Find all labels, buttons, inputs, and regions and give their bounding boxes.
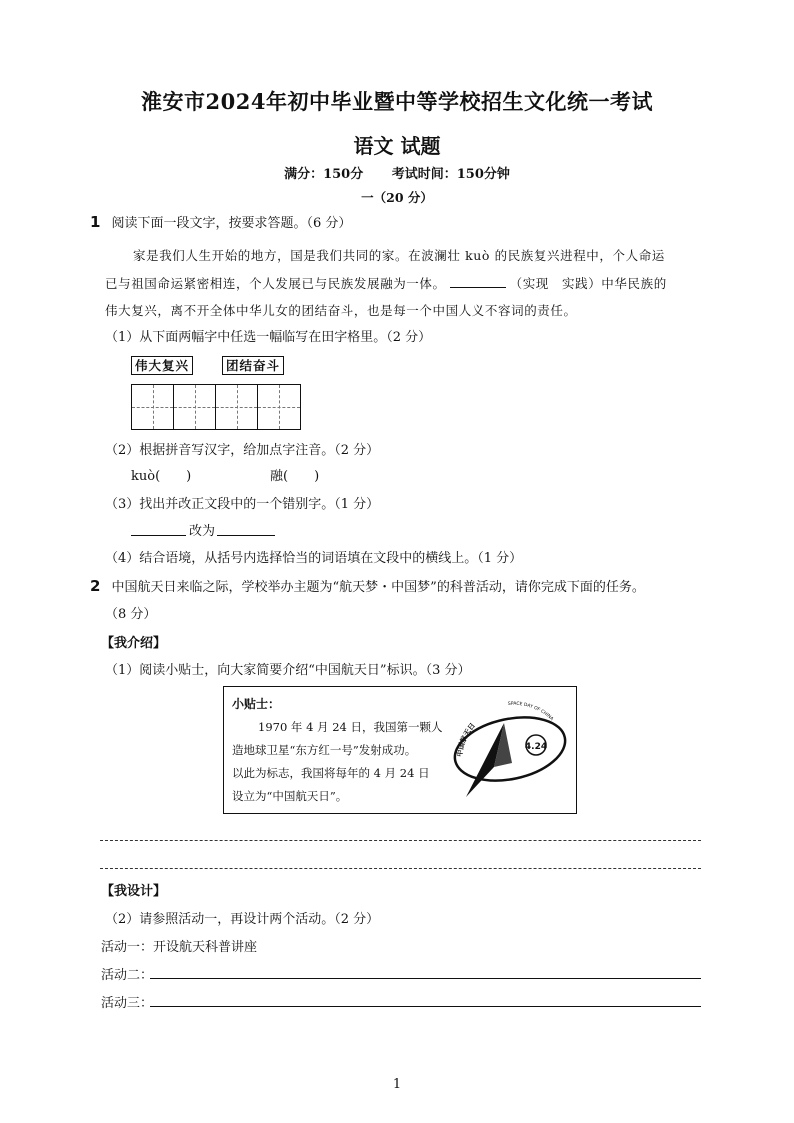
passage-line-3: 伟大复兴，离不开全体中华儿女的团结奋斗，也是每一个中国人义不容词的责任。 — [105, 303, 577, 318]
tip-line-1: 1970 年 4 月 24 日，我国第一颗人 — [258, 720, 443, 734]
intro-heading: 【我介绍】 — [101, 636, 167, 651]
section-heading: 一（20 分） — [361, 190, 433, 205]
exam-meta — [0, 163, 794, 182]
question-2-header — [90, 576, 645, 595]
fill-blank[interactable] — [450, 273, 506, 288]
exam-title: 淮安市2024年初中毕业暨中等学校招生文化统一考试 — [141, 89, 653, 114]
page-number: 1 — [392, 1077, 402, 1092]
sub-question-2: （2）根据拼音写汉字，给加点字注音。（2 分） — [105, 443, 380, 458]
sub-question-4: （4）结合语境，从括号内选择恰当的词语填在文段中的横线上。（1 分） — [105, 551, 523, 566]
question-number: 1 — [90, 213, 101, 231]
word-options: （实现 实践）中华民族的 — [509, 276, 667, 291]
activity-1: 活动一：开设航天科普讲座 — [101, 940, 258, 955]
activity-2-label: 活动二： — [101, 968, 154, 983]
question-prompt: 阅读下面一段文字，按要求答题。（6 分） — [111, 216, 352, 231]
grid-cell[interactable] — [174, 385, 216, 429]
tip-box — [223, 686, 577, 814]
design-heading: 【我设计】 — [101, 884, 167, 899]
activity-2-blank[interactable] — [150, 978, 701, 979]
activity-3-label: 活动三： — [101, 996, 154, 1011]
tip-line-3: 以此为标志，我国将每年的 4 月 24 日 — [232, 766, 430, 780]
orbit-icon — [449, 708, 571, 790]
question-2-score: （8 分） — [105, 607, 157, 622]
pinyin-kuo-answer[interactable]: kuò( ) — [131, 469, 192, 484]
passage-line-2-text: 已与祖国命运紧密相连，个人发展已与民族发展融为一体。 — [105, 276, 446, 291]
exam-time: 考试时间：150分钟 — [391, 167, 510, 182]
correct-char-blank[interactable] — [217, 535, 275, 536]
calligraphy-sample-2: 团结奋斗 — [222, 355, 284, 374]
space-day-logo — [442, 689, 576, 811]
answer-line[interactable] — [100, 868, 701, 869]
grid-cell[interactable] — [216, 385, 258, 429]
activity-3-blank[interactable] — [150, 1006, 701, 1007]
wrong-char-blank[interactable] — [131, 535, 186, 536]
grid-cell[interactable] — [258, 385, 300, 429]
tip-line-2: 造地球卫星“东方红一号”发射成功。 — [232, 743, 417, 757]
sub-question-3: （3）找出并改正文段中的一个错别字。（1 分） — [105, 497, 380, 512]
answer-line[interactable] — [100, 840, 701, 841]
rong-answer[interactable]: 融( ) — [270, 469, 320, 484]
tip-line-4: 设立为“中国航天日”。 — [232, 789, 348, 803]
calligraphy-sample-1: 伟大复兴 — [131, 355, 193, 374]
logo-date: 4.24 — [524, 742, 548, 752]
logo-text-cn: 中国航天日 — [455, 721, 477, 758]
sub-question-1: （1）从下面两幅字中任选一幅临写在田字格里。（2 分） — [105, 330, 432, 345]
tianzige-grid[interactable] — [131, 384, 301, 430]
passage-line-2 — [105, 273, 667, 292]
question-1-header — [90, 212, 351, 231]
sub-question-2-2: （2）请参照活动一，再设计两个活动。（2 分） — [105, 912, 380, 927]
sub-question-2-1: （1）阅读小贴士，向大家简要介绍“中国航天日”标识。（3 分） — [105, 663, 471, 678]
svg-text:中国航天日 — [455, 722, 477, 758]
logo-text-en: SPACE DAY OF CHINA — [507, 701, 554, 722]
full-score: 满分：150分 — [284, 167, 364, 182]
exam-subject: 语文 试题 — [353, 134, 441, 158]
question-number: 2 — [90, 577, 101, 595]
grid-cell[interactable] — [132, 385, 174, 429]
passage-line-1: 家是我们人生开始的地方，国是我们共同的家。在波澜壮 kuò 的民族复兴进程中，个人命运 — [133, 248, 665, 263]
change-to-label: 改为 — [189, 524, 216, 539]
question-prompt: 中国航天日来临之际，学校举办主题为“航天梦・中国梦”的科普活动，请你完成下面的任务。 — [111, 580, 645, 595]
svg-text:SPACE DAY OF CHINA — [508, 701, 556, 723]
tip-label: 小贴士： — [232, 697, 281, 711]
